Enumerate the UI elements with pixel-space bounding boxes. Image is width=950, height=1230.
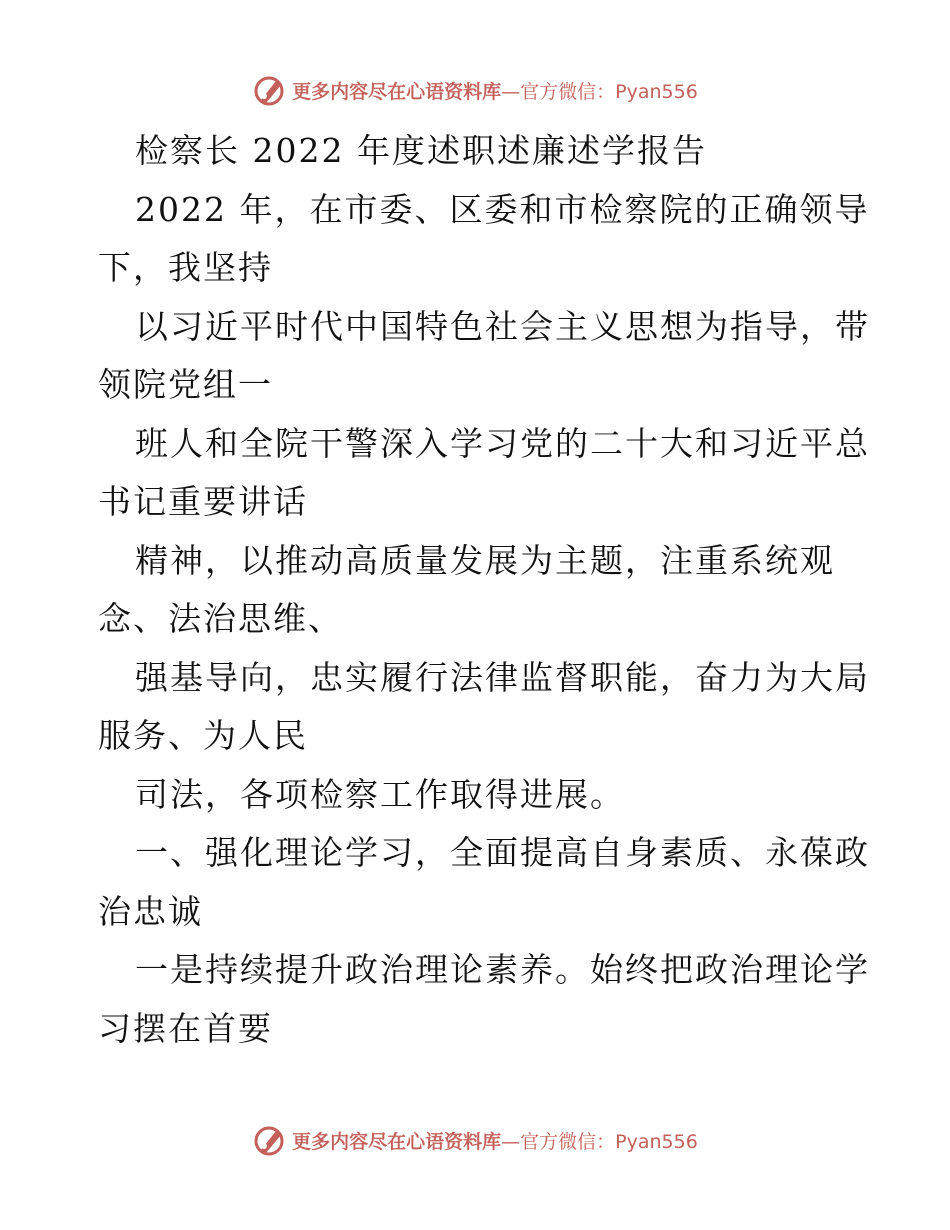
watermark-suffix: 官方微信：Pyan556 bbox=[520, 80, 698, 103]
document-line: 一是持续提升政治理论素养。始终把政治理论学 bbox=[135, 950, 870, 989]
document-line: 班人和全院干警深入学习党的二十大和习近平总 bbox=[135, 423, 870, 463]
pen-circle-icon bbox=[252, 72, 288, 108]
pen-circle-icon bbox=[252, 1122, 288, 1158]
watermark-text bbox=[292, 1127, 698, 1154]
watermark-suffix: 官方微信：Pyan556 bbox=[520, 1130, 698, 1153]
document-line: 领院党组一 bbox=[98, 365, 273, 404]
watermark-main: 更多内容尽在心语资料库 bbox=[292, 80, 502, 103]
watermark-main: 更多内容尽在心语资料库 bbox=[292, 1130, 502, 1153]
document-body bbox=[98, 122, 870, 1058]
document-line: 以习近平时代中国特色社会主义思想为指导，带 bbox=[135, 306, 870, 346]
document-line: 下，我坚持 bbox=[98, 248, 273, 287]
document-line: 习摆在首要 bbox=[98, 1008, 273, 1048]
document-line: 精神，以推动高质量发展为主题，注重系统观 bbox=[135, 540, 835, 580]
header-watermark bbox=[0, 70, 950, 110]
watermark-separator: — bbox=[501, 80, 521, 103]
document-line: 一、强化理论学习，全面提高自身素质、永葆政 bbox=[135, 833, 870, 872]
footer-watermark bbox=[0, 1120, 950, 1160]
document-line: 书记重要讲话 bbox=[98, 482, 308, 521]
document-line: 服务、为人民 bbox=[98, 716, 308, 755]
document-line: 检察长 2022 年度述职述廉述学报告 bbox=[135, 131, 707, 170]
document-line: 2022 年，在市委、区委和市检察院的正确领导 bbox=[135, 189, 870, 229]
document-line: 治忠诚 bbox=[98, 891, 203, 931]
watermark-text bbox=[292, 77, 698, 104]
document-line: 强基导向，忠实履行法律监督职能，奋力为大局 bbox=[135, 657, 870, 697]
document-line: 司法，各项检察工作取得进展。 bbox=[135, 774, 625, 814]
document-line: 念、法治思维、 bbox=[98, 599, 343, 638]
watermark-separator: — bbox=[501, 1130, 521, 1153]
